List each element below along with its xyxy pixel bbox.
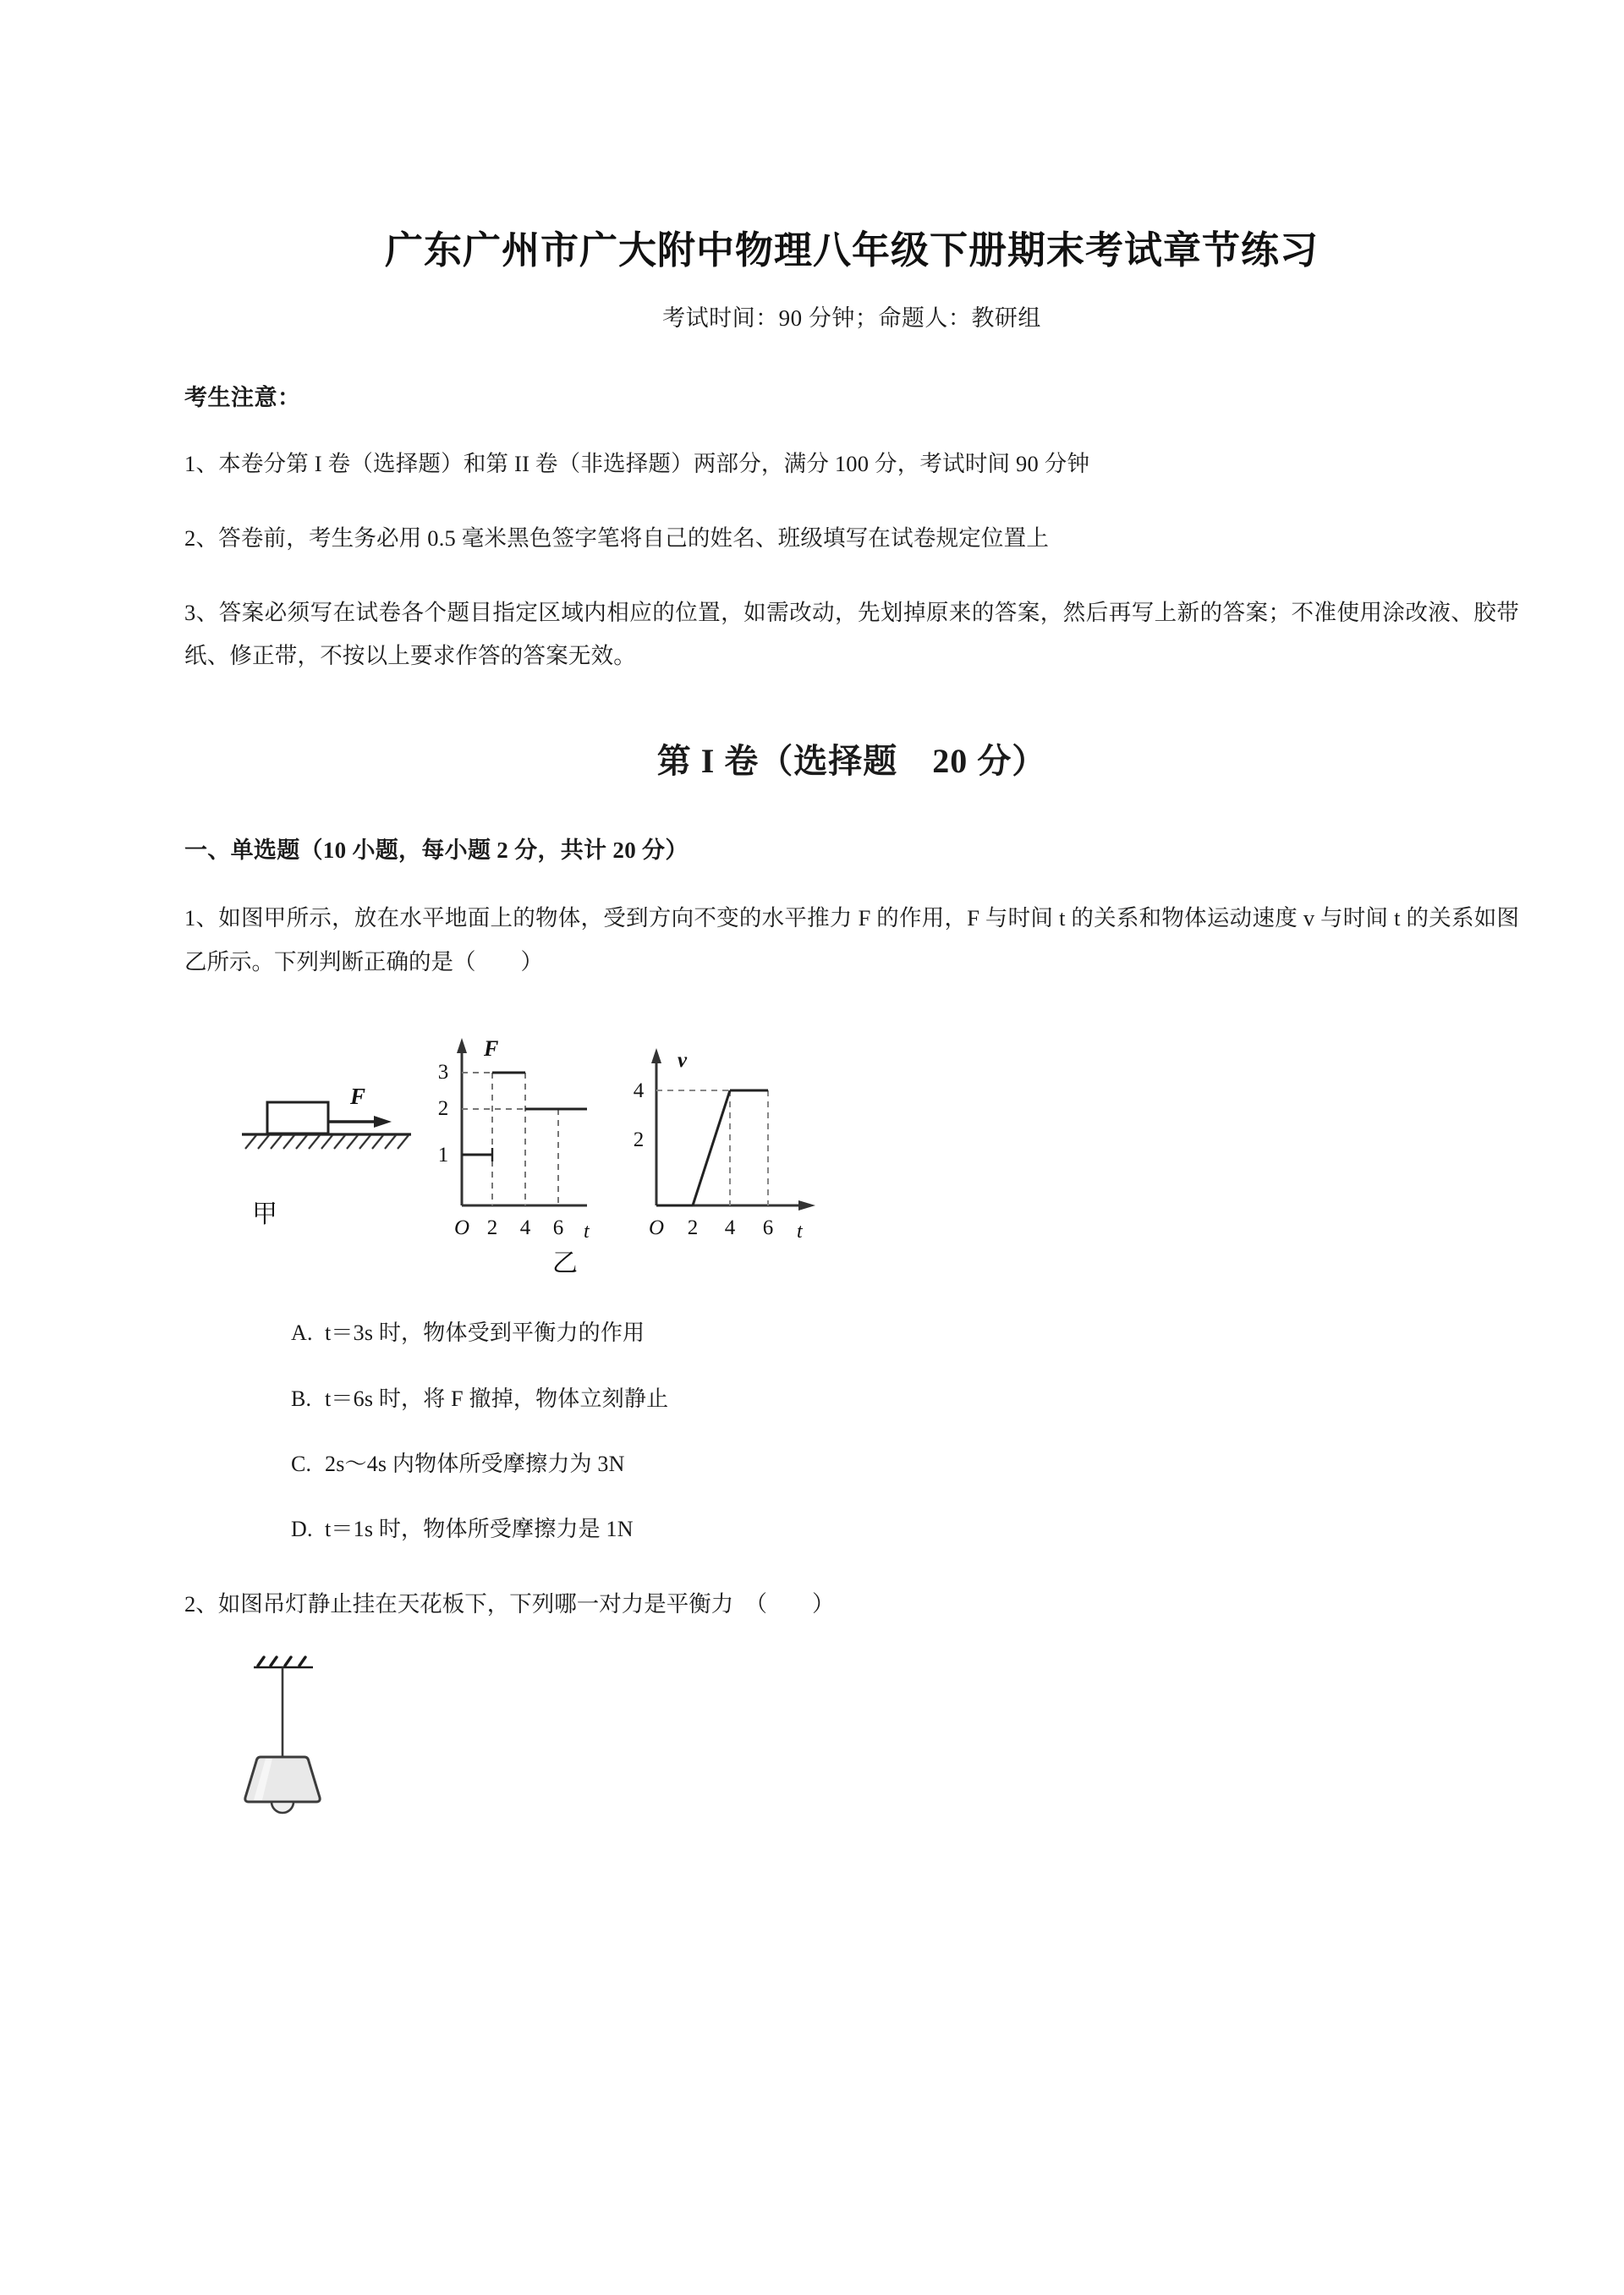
ft-xtick-6: 6: [552, 1216, 564, 1240]
option-d-text: t＝1s 时，物体所受摩擦力是 1N: [325, 1517, 634, 1542]
vt-xtick-6: 6: [762, 1216, 774, 1240]
vt-xtick-4: 4: [724, 1216, 736, 1240]
notice-item-1: 1、本卷分第 I 卷（选择题）和第 II 卷（非选择题）两部分，满分 100 分，考试时间 90 分钟: [184, 451, 1090, 477]
ft-ytick-2: 2: [437, 1097, 449, 1121]
force-label-F: F: [350, 1084, 366, 1110]
option-d[interactable]: [184, 1508, 1519, 1550]
vt-origin-label: O: [648, 1216, 665, 1240]
figure-caption-jia: 甲: [252, 1200, 277, 1229]
option-a[interactable]: [184, 1312, 1519, 1353]
part-one-header: 第 I 卷（选择题 20 分）: [656, 741, 1047, 780]
question-1-figure: [184, 1009, 1519, 1288]
page-title: 广东广州市广大附中物理八年级下册期末考试章节练习: [384, 229, 1319, 272]
ft-ytick-1: 1: [437, 1144, 449, 1167]
page-subtitle: 考试时间：90 分钟；命题人：教研组: [662, 305, 1041, 332]
figure-block-and-graphs: [233, 1009, 935, 1288]
ft-yaxis-label: F: [484, 1036, 499, 1062]
subsection-header-single-choice: 一、单选题（10 小题，每小题 2 分，共计 20 分）: [184, 837, 689, 863]
option-b-letter: B.: [291, 1386, 312, 1411]
page-content: [184, 0, 1519, 1848]
question-2-figure: [184, 1654, 1519, 1848]
figure-block-on-ground: [242, 1084, 411, 1228]
ft-xtick-2: 2: [486, 1216, 498, 1240]
ft-origin-label: O: [453, 1216, 470, 1240]
vt-xaxis-label: t: [797, 1221, 803, 1244]
vt-yaxis-label: v: [678, 1049, 688, 1073]
notice-item-3: 3、答案必须写在试卷各个题目指定区域内相应的位置，如需改动，先划掉原来的答案，然后再写上新的答案；不准使用涂改液、胶带纸、修正带，不按以上要求作答的答案无效。: [184, 599, 1519, 669]
question-2-stem: 2、如图吊灯静止挂在天花板下，下列哪一对力是平衡力 （ ）: [184, 1590, 835, 1617]
option-d-letter: D.: [291, 1517, 313, 1542]
vt-xtick-2: 2: [687, 1216, 699, 1240]
vt-ytick-2: 2: [633, 1128, 645, 1152]
option-a-text: t＝3s 时，物体受到平衡力的作用: [325, 1320, 645, 1346]
option-c-letter: C.: [291, 1452, 312, 1477]
notice-heading: 考生注意：: [184, 385, 301, 411]
chart-force-time: [438, 1036, 590, 1243]
option-b[interactable]: [184, 1378, 1519, 1419]
figure-ceiling-lamp: [220, 1654, 423, 1848]
option-a-letter: A.: [291, 1320, 313, 1346]
ft-xtick-4: 4: [519, 1216, 531, 1240]
vt-ytick-4: 4: [633, 1079, 645, 1103]
chart-velocity-time: [634, 1048, 815, 1243]
ft-ytick-3: 3: [437, 1061, 449, 1084]
ft-xaxis-label: t: [584, 1221, 590, 1244]
option-c-text: 2s～4s 内物体所受摩擦力为 3N: [325, 1452, 625, 1477]
option-b-text: t＝6s 时，将 F 撤掉，物体立刻静止: [325, 1386, 669, 1411]
question-1-stem: 1、如图甲所示，放在水平地面上的物体，受到方向不变的水平推力 F 的作用，F 与时间 t 的关系和物体运动速度 v 与时间 t 的关系如图乙所示。下列判断正确的是（ ）: [184, 904, 1519, 975]
figure-caption-yi: 乙: [552, 1249, 578, 1278]
option-c[interactable]: [184, 1443, 1519, 1485]
notice-item-2: 2、答卷前，考生务必用 0.5 毫米黑色签字笔将自己的姓名、班级填写在试卷规定位置上: [184, 524, 1050, 551]
question-1-options: [184, 1312, 1519, 1551]
